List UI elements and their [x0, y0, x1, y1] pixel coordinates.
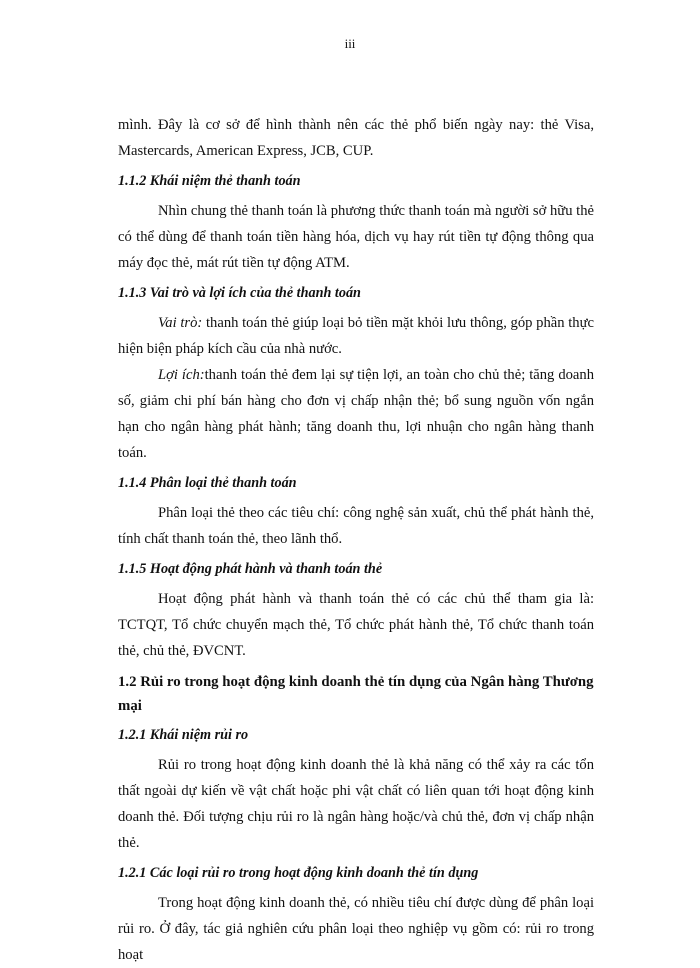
paragraph-1-1-4: Phân loại thẻ theo các tiêu chí: công nghệ sản xuất, chủ thể phát hành thẻ, tính chất thanh toán thẻ, theo lãnh thổ. [118, 505, 594, 547]
heading-1-1-5: 1.1.5 Hoạt động phát hành và thanh toán thẻ [118, 561, 383, 577]
intro-paragraph: mình. Đây là cơ sở để hình thành nên các thẻ phổ biến ngày nay: thẻ Visa, Mastercards, American Express, JCB, CUP. [118, 117, 594, 159]
page-number: iii [344, 36, 356, 51]
heading-1-2: 1.2 Rủi ro trong hoạt động kinh doanh thẻ tín dụng của Ngân hàng Thương mại [118, 674, 594, 714]
heading-1-1-3: 1.1.3 Vai trò và lợi ích của thẻ thanh toán [118, 285, 361, 301]
paragraph-benefit [118, 362, 594, 466]
role-label: Vai trò: [158, 315, 203, 331]
paragraph-1-2-1: Rủi ro trong hoạt động kinh doanh thẻ là khả năng có thể xảy ra các tổn thất ngoài dự kiến về vật chất hoặc phi vật chất có liên quan tới hoạt động kinh doanh thẻ. Đối tượng chịu rủi ro là ngân hàng hoặc/và chủ thẻ, đơn vị chấp nhận thẻ. [118, 757, 594, 851]
paragraph-1-1-2: Nhìn chung thẻ thanh toán là phương thức thanh toán mà người sở hữu thẻ có thể dùng để thanh toán tiền hàng hóa, dịch vụ hay rút tiền tự động thông qua máy đọc thẻ, mát rút tiền tự động ATM. [118, 203, 594, 271]
document-body [118, 112, 594, 968]
paragraph-1-2-1-types: Trong hoạt động kinh doanh thẻ, có nhiều tiêu chí được dùng để phân loại rủi ro. Ở đây, tác giả nghiên cứu phân loại theo nghiệp vụ gồm có: rủi ro trong hoạt [118, 895, 594, 963]
heading-1-2-1: 1.2.1 Khái niệm rủi ro [118, 727, 249, 743]
role-text: thanh toán thẻ giúp loại bỏ tiền mặt khỏi lưu thông, góp phần thực hiện biện pháp kích cầu của nhà nước. [118, 315, 594, 357]
paragraph-1-1-5: Hoạt động phát hành và thanh toán thẻ có các chủ thể tham gia là: TCTQT, Tổ chức chuyển mạch thẻ, Tổ chức phát hành thẻ, Tổ chức thanh toán thẻ, chủ thẻ, ĐVCNT. [118, 591, 594, 659]
heading-1-1-4: 1.1.4 Phân loại thẻ thanh toán [118, 475, 297, 491]
heading-1-2-1-types: 1.2.1 Các loại rủi ro trong hoạt động kinh doanh thẻ tín dụng [118, 865, 479, 881]
heading-1-1-2: 1.1.2 Khái niệm thẻ thanh toán [118, 173, 301, 189]
benefit-label: Lợi ích: [158, 367, 205, 383]
paragraph-role [118, 310, 594, 362]
benefit-text: thanh toán thẻ đem lại sự tiện lợi, an toàn cho chủ thẻ; tăng doanh số, giảm chi phí bán hàng cho đơn vị chấp nhận thẻ; bổ sung nguồn vốn ngắn hạn cho ngân hàng phát hành; tăng doanh thu, lợi nhuận cho ngân hàng thanh toán. [118, 367, 594, 461]
